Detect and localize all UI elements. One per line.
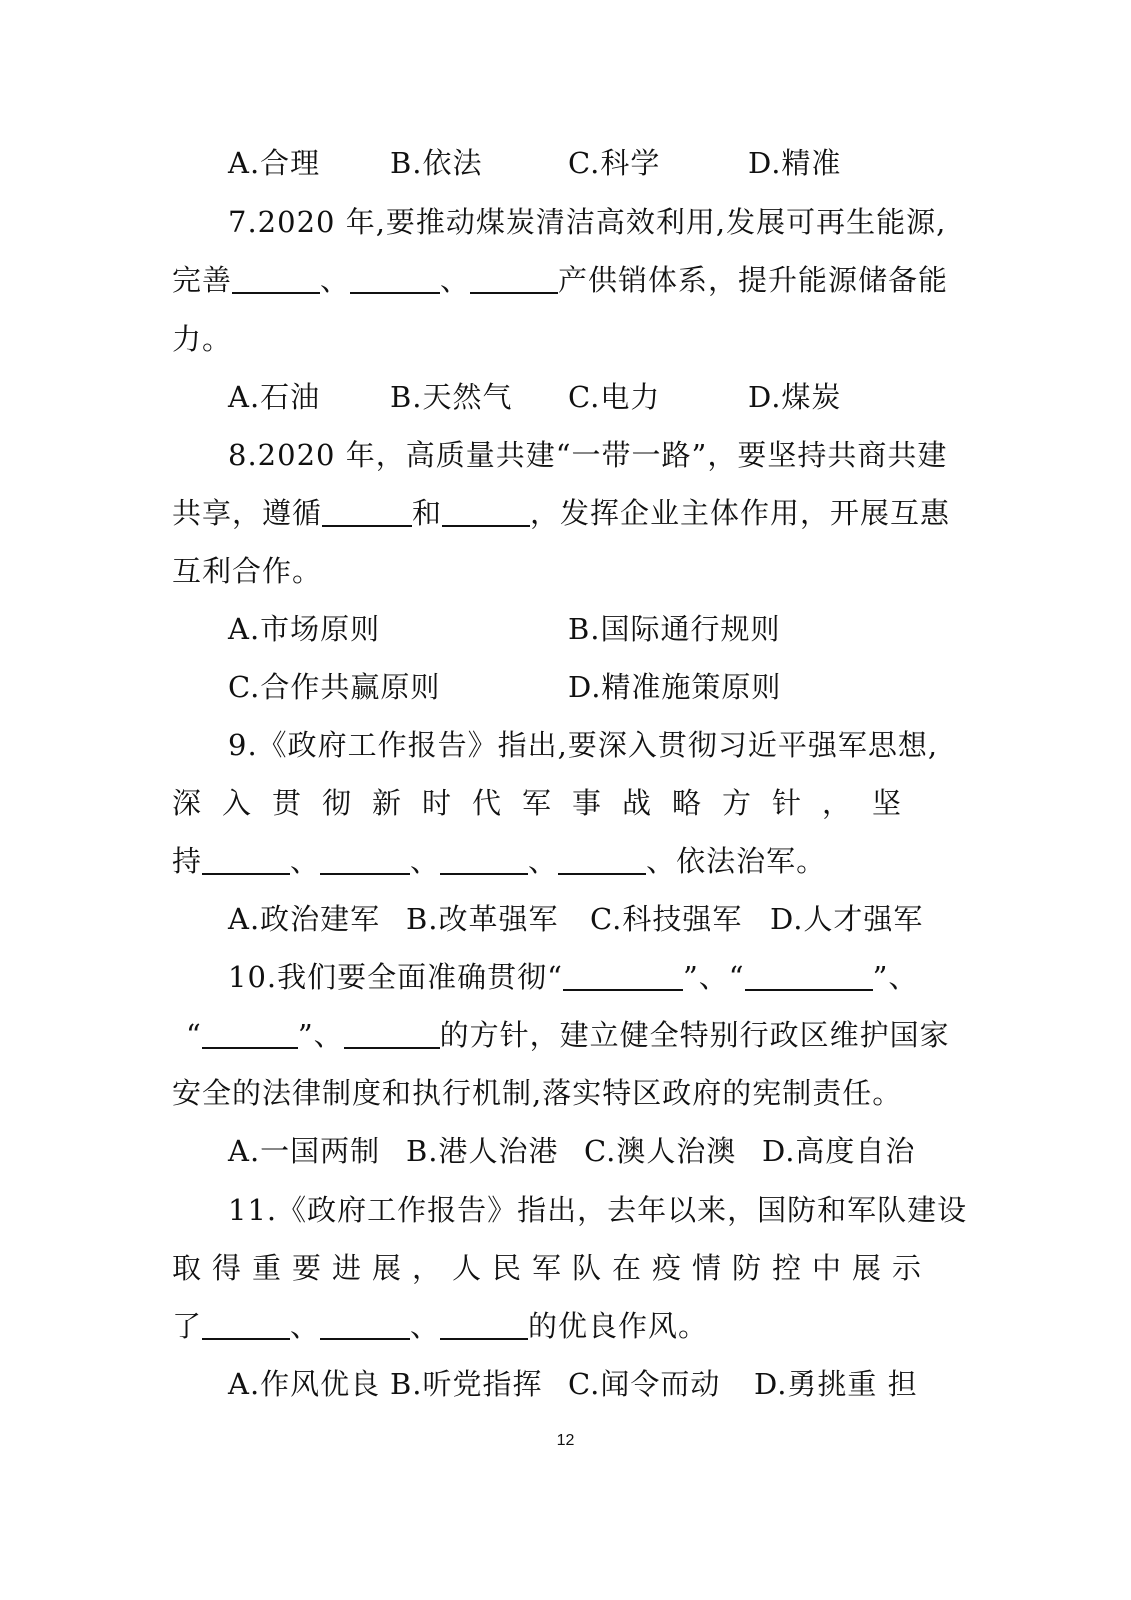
- q10-text-mid: ”、“: [682, 960, 745, 994]
- q10-options: [172, 1122, 942, 1180]
- q8-blank-2: [442, 525, 530, 527]
- q7-blank-1: [232, 292, 320, 294]
- q11-blank-2: [320, 1338, 410, 1340]
- q11-blank-3: [440, 1338, 528, 1340]
- q8-line-3: 互利合作。: [172, 554, 323, 588]
- q9-blank-3: [440, 873, 528, 875]
- q9-option-a: A.政治建军: [228, 902, 381, 936]
- q11-blank-1: [202, 1338, 290, 1340]
- q11-text-pre: 了: [172, 1309, 203, 1343]
- q10-text-post-2: 的方针，建立健全特别行政区维护国家: [439, 1018, 950, 1052]
- q11-options: [172, 1355, 942, 1413]
- q7-line-2: [172, 251, 949, 309]
- q6-option-b: B.依法: [390, 146, 483, 180]
- q8-option-a: A.市场原则: [228, 612, 381, 646]
- q8-option-c: C.合作共赢原则: [228, 670, 441, 704]
- q10-blank-4: [344, 1047, 440, 1049]
- q9-option-c: C.科技强军: [590, 902, 743, 936]
- q10-option-c: C.澳人治澳: [584, 1134, 737, 1168]
- q7-blank-2: [350, 292, 440, 294]
- page-number: 12: [556, 1432, 575, 1449]
- q8-option-d: D.精准施策原则: [568, 670, 782, 704]
- q9-text-pre: 持: [172, 844, 203, 878]
- q7-options: [172, 368, 942, 426]
- q7-line-1: 7.2020 年,要推动煤炭清洁高效利用,发展可再生能源,: [228, 205, 947, 239]
- q10-text-mid-2: ”、: [297, 1018, 344, 1052]
- q11-text-post: 的优良作风。: [528, 1309, 709, 1343]
- q10-line-2: [172, 1006, 950, 1064]
- q6-option-d: D.精准: [748, 146, 842, 180]
- q7-option-a: A.石油: [228, 380, 321, 414]
- q10-line-3: 安全的法律制度和执行机制,落实特区政府的宪制责任。: [172, 1076, 903, 1110]
- q10-line-1: [172, 948, 942, 1006]
- q8-line-1: 8.2020 年，高质量共建“一带一路”，要坚持共商共建: [228, 438, 948, 472]
- q6-option-c: C.科学: [568, 146, 661, 180]
- q10-blank-2: [745, 989, 873, 991]
- q11-line-1: 11.《政府工作报告》指出，去年以来，国防和军队建设: [228, 1193, 968, 1227]
- q11-option-b: B.听党指挥: [390, 1367, 543, 1401]
- q9-option-d: D.人才强军: [770, 902, 924, 936]
- q9-sep-3: 、: [528, 844, 559, 878]
- q7-sep-1: 、: [320, 263, 351, 297]
- q11-option-d: D.勇挑重 担: [754, 1367, 918, 1401]
- q11-option-c: C.闻令而动: [568, 1367, 721, 1401]
- q11-sep-1: 、: [290, 1309, 321, 1343]
- q9-line-1: 9.《政府工作报告》指出,要深入贯彻习近平强军思想,: [228, 728, 939, 762]
- q10-blank-3: [202, 1047, 298, 1049]
- q9-blank-4: [558, 873, 646, 875]
- q7-text-pre: 完善: [172, 263, 233, 297]
- q8-options-row-1: [172, 600, 942, 658]
- q8-blank-1: [322, 525, 412, 527]
- q7-text-post: 产供销体系，提升能源储备能: [558, 263, 949, 297]
- q8-options-row-2: [172, 658, 942, 716]
- q10-option-a: A.一国两制: [228, 1134, 381, 1168]
- q9-sep-2: 、: [410, 844, 441, 878]
- q9-options: [172, 890, 942, 948]
- q10-option-b: B.港人治港: [406, 1134, 559, 1168]
- q7-line-3: 力。: [172, 322, 233, 356]
- q9-option-b: B.改革强军: [406, 902, 559, 936]
- q10-text-pre: 10.我们要全面准确贯彻“: [228, 960, 563, 994]
- q8-text-pre: 共享，遵循: [172, 496, 323, 530]
- q7-sep-2: 、: [440, 263, 471, 297]
- q9-text-post: 、依法治军。: [646, 844, 827, 878]
- q7-option-c: C.电力: [568, 380, 661, 414]
- q11-line-2: 取得重要进展，人民军队在疫情防控中展示: [172, 1251, 933, 1285]
- q11-sep-2: 、: [410, 1309, 441, 1343]
- q8-line-2: [172, 484, 951, 542]
- q10-quote-open: “: [186, 1018, 202, 1052]
- q6-option-a: A.合理: [228, 146, 321, 180]
- q9-line-2: 深入贯彻新时代军事战略方针，坚: [172, 786, 923, 820]
- q6-options: [172, 134, 942, 192]
- q7-option-b: B.天然气: [390, 380, 513, 414]
- q7-option-d: D.煤炭: [748, 380, 842, 414]
- q11-option-a: A.作风优良: [228, 1367, 381, 1401]
- q9-line-3: [172, 832, 942, 890]
- q7-blank-3: [470, 292, 558, 294]
- q8-text-post: ，发挥企业主体作用，开展互惠: [530, 496, 951, 530]
- q9-sep-1: 、: [290, 844, 321, 878]
- q10-text-post: ”、: [872, 960, 919, 994]
- q8-option-b: B.国际通行规则: [568, 612, 781, 646]
- q10-option-d: D.高度自治: [762, 1134, 916, 1168]
- q11-line-3: [172, 1297, 942, 1355]
- q9-blank-2: [320, 873, 410, 875]
- q10-blank-1: [563, 989, 683, 991]
- q8-text-mid: 和: [412, 496, 443, 530]
- q9-blank-1: [202, 873, 290, 875]
